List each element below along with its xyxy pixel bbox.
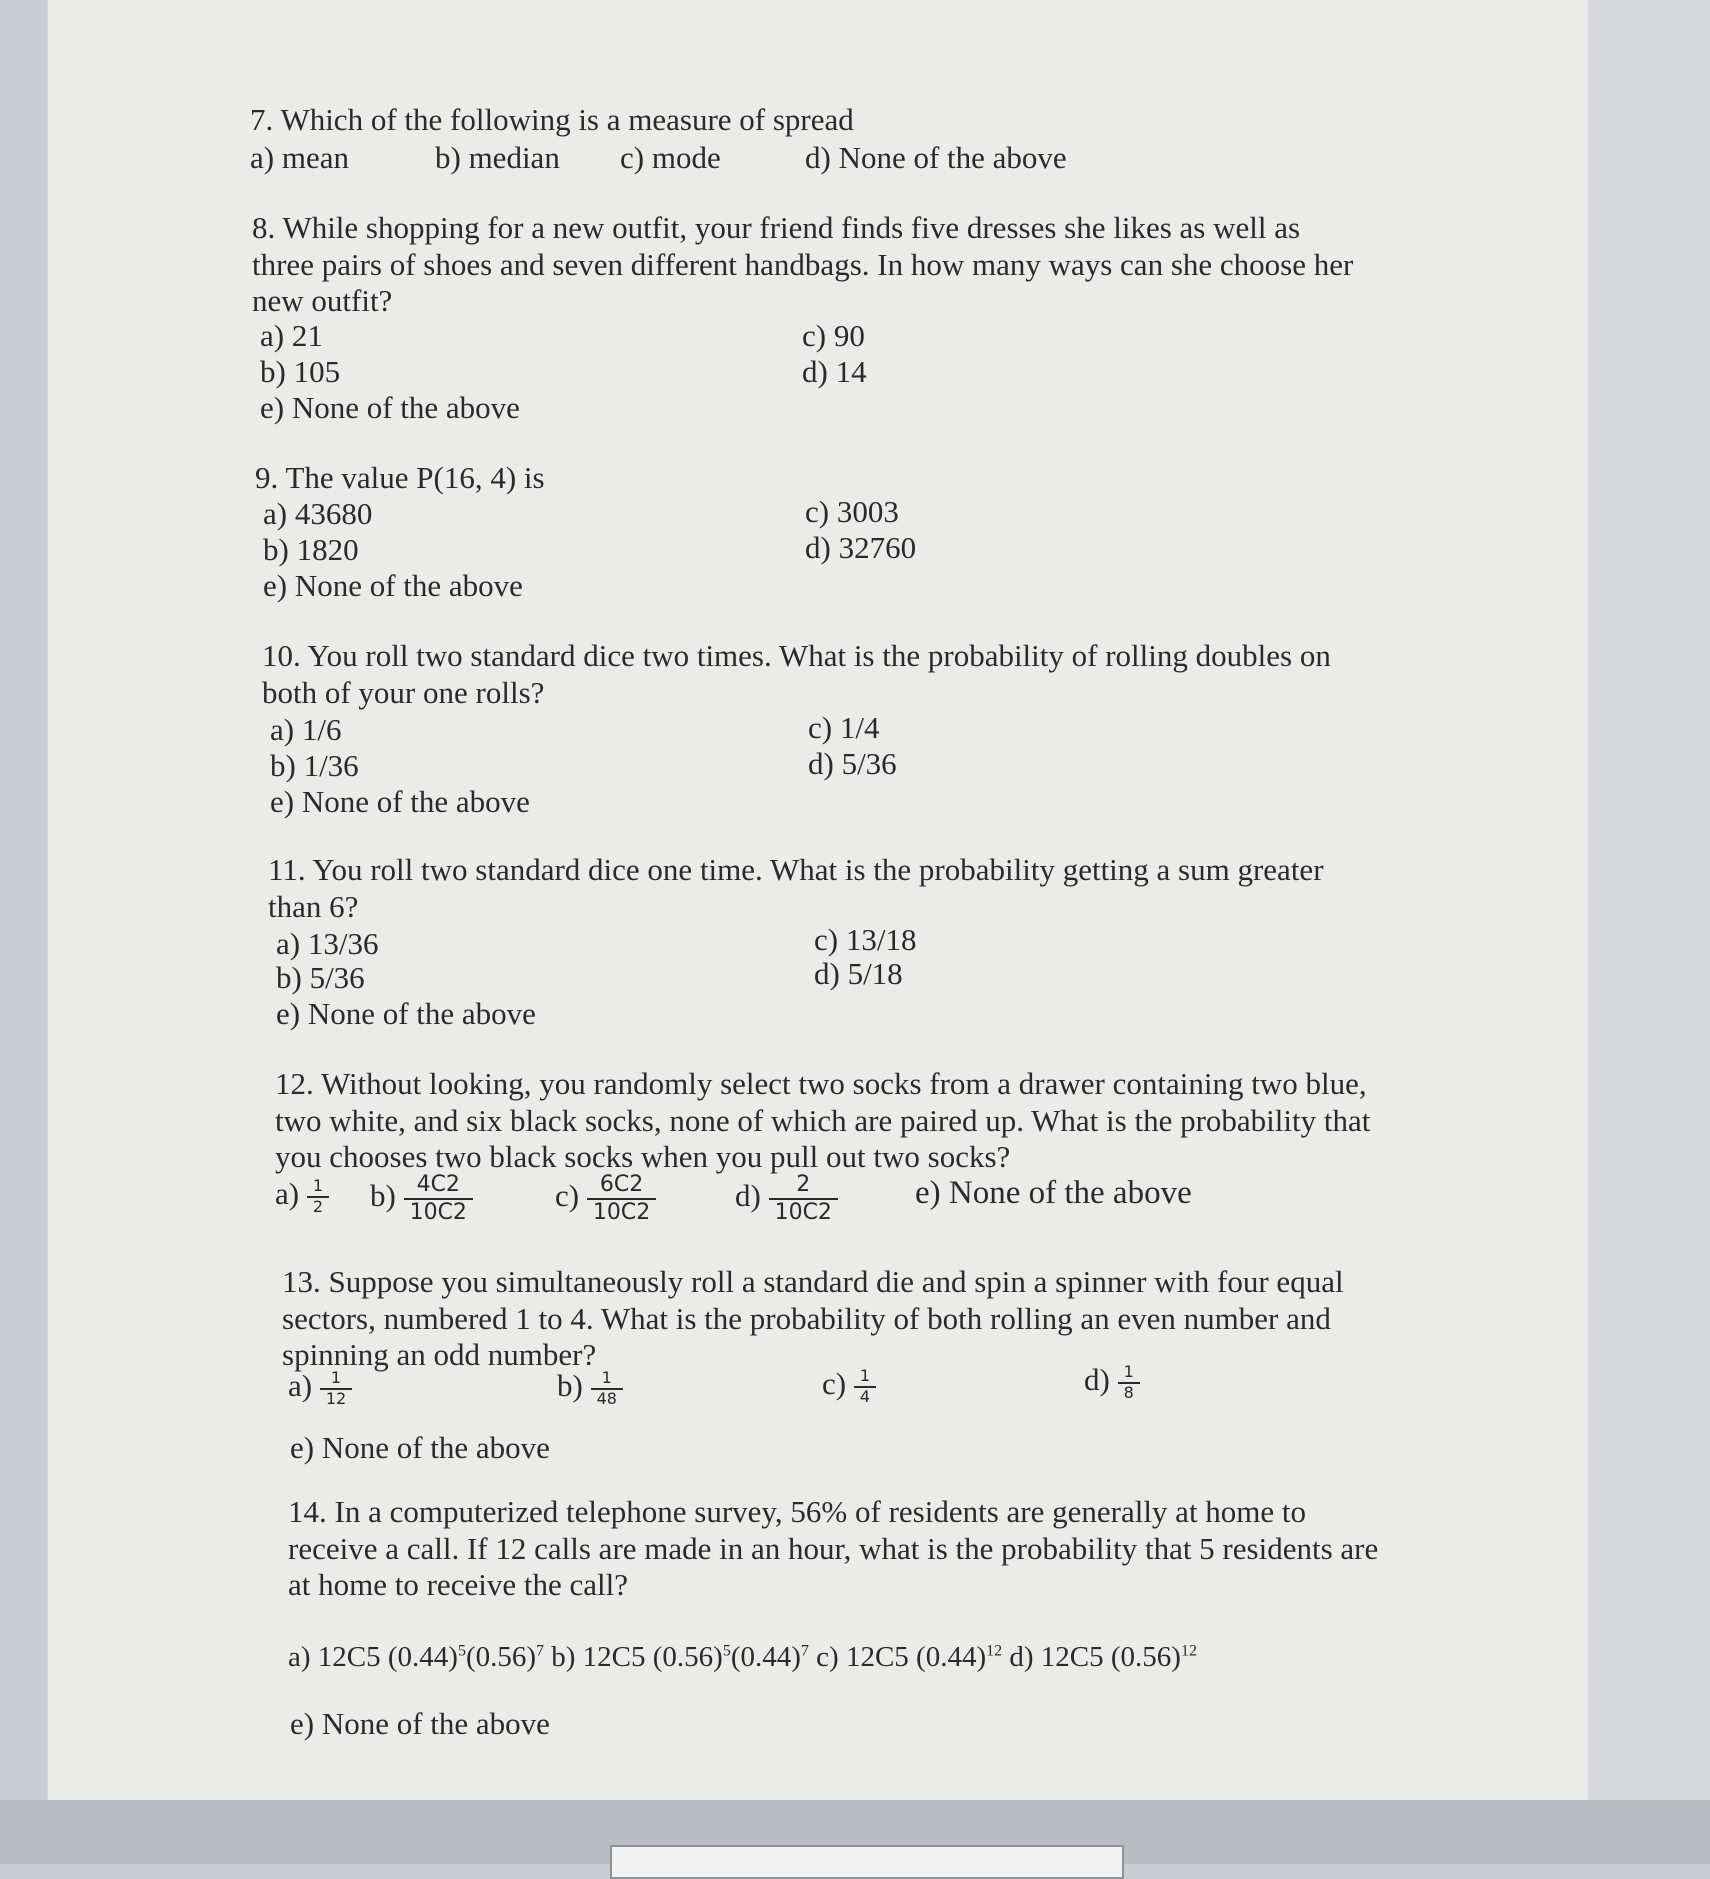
question-14 <box>288 1494 1710 1741</box>
q11-option-c: c) 13/18 <box>814 922 917 957</box>
q13-d-numerator: 1 <box>1118 1363 1140 1384</box>
question-12-stem-line-1: 12. Without looking, you randomly select two socks from a drawer containing two blue, <box>275 1066 1367 1101</box>
q12-a-numerator: 1 <box>307 1177 329 1198</box>
q13-a-numerator: 1 <box>320 1369 352 1390</box>
q11-option-a: a) 13/36 <box>276 926 379 961</box>
q13-c-denominator: 4 <box>859 1386 871 1406</box>
question-8-stem-line-2: three pairs of shoes and seven different handbags. In how many ways can she choose her <box>252 246 1354 282</box>
question-8-stem-line-3: new outfit? <box>252 283 393 319</box>
q12-option-c-fraction <box>587 1172 656 1226</box>
question-10-stem-line-2: both of your one rolls? <box>262 674 545 710</box>
question-7-stem: 7. Which of the following is a measure of spread <box>250 102 854 137</box>
question-9 <box>255 460 1710 603</box>
q11-option-b: b) 5/36 <box>276 960 365 995</box>
question-8-stem-line-1: 8. While shopping for a new outfit, your friend finds five dresses she likes as well as <box>252 210 1301 245</box>
q13-b-numerator: 1 <box>591 1369 623 1390</box>
q14-option-c-base: c) 12C5 (0.44) <box>808 1641 987 1673</box>
question-10-stem-line-1: 10. You roll two standard dice two times. What is the probability of rolling doubles on <box>262 638 1331 673</box>
q8-option-e: e) None of the above <box>260 390 520 425</box>
question-14-stem-line-3: at home to receive the call? <box>288 1567 628 1603</box>
q10-option-d: d) 5/36 <box>808 746 897 781</box>
q12-option-a-label: a) <box>275 1176 300 1211</box>
q9-option-a: a) 43680 <box>263 496 373 531</box>
question-13-stem-line-3: spinning an odd number? <box>282 1337 597 1373</box>
q12-option-c-label: c) <box>555 1178 580 1214</box>
q12-d-numerator: 2 <box>769 1172 838 1200</box>
q14-option-d-base: d) 12C5 (0.56) <box>1002 1641 1181 1673</box>
question-12-stem-line-2: two white, and six black socks, none of which are paired up. What is the probability that <box>275 1102 1371 1138</box>
q12-option-a <box>275 1176 329 1217</box>
q11-option-d: d) 5/18 <box>814 956 903 991</box>
q12-option-b-fraction <box>404 1172 473 1226</box>
question-12-stem-line-3: you chooses two black socks when you pull out two socks? <box>275 1139 1011 1175</box>
question-11-stem-line-1: 11. You roll two standard dice one time. What is the probability getting a sum greater <box>268 852 1324 887</box>
q14-option-b-exp-1: 5 <box>722 1642 731 1660</box>
q14-option-b-base: b) 12C5 (0.56) <box>544 1641 723 1673</box>
question-8 <box>252 210 1710 425</box>
q12-b-numerator: 4C2 <box>404 1172 473 1200</box>
question-12 <box>275 1066 1710 1225</box>
q14-option-b-mid: (0.44) <box>730 1641 801 1673</box>
q8-option-d: d) 14 <box>802 354 867 389</box>
q7-option-d: d) None of the above <box>805 140 1067 175</box>
q13-c-numerator: 1 <box>854 1367 876 1388</box>
q8-option-b: b) 105 <box>260 354 341 389</box>
q14-option-b-exp-2: 7 <box>800 1642 809 1660</box>
q12-d-denominator: 10C2 <box>774 1199 832 1225</box>
q9-option-b: b) 1820 <box>263 532 359 567</box>
q14-option-a-mid: (0.56) <box>465 1641 537 1673</box>
q12-b-denominator: 10C2 <box>409 1199 467 1225</box>
q13-option-b-label: b) <box>557 1368 583 1403</box>
q14-option-a-exp-2: 7 <box>536 1642 545 1660</box>
q13-option-d-fraction <box>1118 1363 1140 1403</box>
q12-option-c <box>555 1172 656 1226</box>
q12-option-b-label: b) <box>370 1178 396 1214</box>
q13-option-a <box>288 1368 352 1409</box>
q8-option-c: c) 90 <box>802 318 865 353</box>
question-14-stem-line-2: receive a call. If 12 calls are made in an hour, what is the probability that 5 residents are <box>288 1530 1379 1566</box>
q13-option-a-fraction <box>320 1369 352 1409</box>
q9-option-d: d) 32760 <box>805 530 917 565</box>
q12-option-d <box>735 1172 838 1226</box>
q13-option-c <box>822 1366 876 1407</box>
q12-option-d-fraction <box>769 1172 838 1226</box>
q13-a-denominator: 12 <box>325 1388 347 1408</box>
q13-option-c-fraction <box>854 1367 876 1407</box>
question-7 <box>250 102 1710 175</box>
q12-option-b <box>370 1172 473 1226</box>
q13-option-b-fraction <box>591 1369 623 1409</box>
question-13-stem-line-2: sectors, numbered 1 to 4. What is the probability of both rolling an even number and <box>282 1300 1331 1336</box>
q10-option-a: a) 1/6 <box>270 712 342 747</box>
q13-option-b <box>557 1368 623 1409</box>
question-13 <box>282 1264 1710 1465</box>
q12-option-d-label: d) <box>735 1178 761 1214</box>
q13-option-d <box>1084 1362 1140 1403</box>
q10-option-c: c) 1/4 <box>808 710 880 745</box>
q10-option-e: e) None of the above <box>270 784 530 819</box>
question-11-stem-line-2: than 6? <box>268 888 359 924</box>
q9-option-c: c) 3003 <box>805 494 899 529</box>
question-9-stem: 9. The value P(16, 4) is <box>255 460 545 495</box>
q12-c-denominator: 10C2 <box>592 1199 651 1225</box>
q12-option-a-fraction <box>307 1177 329 1217</box>
q8-option-a: a) 21 <box>260 318 323 353</box>
q13-d-denominator: 8 <box>1123 1382 1134 1402</box>
q9-option-e: e) None of the above <box>263 568 523 603</box>
q11-option-e: e) None of the above <box>276 996 536 1031</box>
q10-option-b: b) 1/36 <box>270 748 359 783</box>
q14-option-c-exp: 12 <box>986 1642 1003 1660</box>
q12-c-numerator: 6C2 <box>587 1172 656 1200</box>
q13-option-d-label: d) <box>1084 1362 1110 1397</box>
q13-b-denominator: 48 <box>596 1388 617 1408</box>
q13-option-e: e) None of the above <box>290 1430 550 1465</box>
q7-option-b: b) median <box>435 140 560 175</box>
question-10 <box>262 638 1710 819</box>
q7-option-c: c) mode <box>620 140 721 175</box>
q14-option-e: e) None of the above <box>290 1706 550 1741</box>
q12-a-denominator: 2 <box>312 1196 324 1216</box>
q7-option-a: a) mean <box>250 140 349 175</box>
q13-option-c-label: c) <box>822 1366 847 1401</box>
q12-option-e: e) None of the above <box>915 1175 1192 1211</box>
taskbar-box <box>610 1845 1124 1879</box>
q14-options-line <box>288 1640 1197 1674</box>
q14-option-d-exp: 12 <box>1180 1642 1197 1660</box>
q14-option-a-exp-1: 5 <box>457 1642 466 1660</box>
question-14-stem-line-1: 14. In a computerized telephone survey, 56% of residents are generally at home to <box>288 1494 1307 1529</box>
q13-option-a-label: a) <box>288 1368 313 1403</box>
question-13-stem-line-1: 13. Suppose you simultaneously roll a standard die and spin a spinner with four equal <box>282 1264 1344 1299</box>
question-11 <box>268 852 1710 1031</box>
q14-option-a-base: a) 12C5 (0.44) <box>288 1641 458 1673</box>
